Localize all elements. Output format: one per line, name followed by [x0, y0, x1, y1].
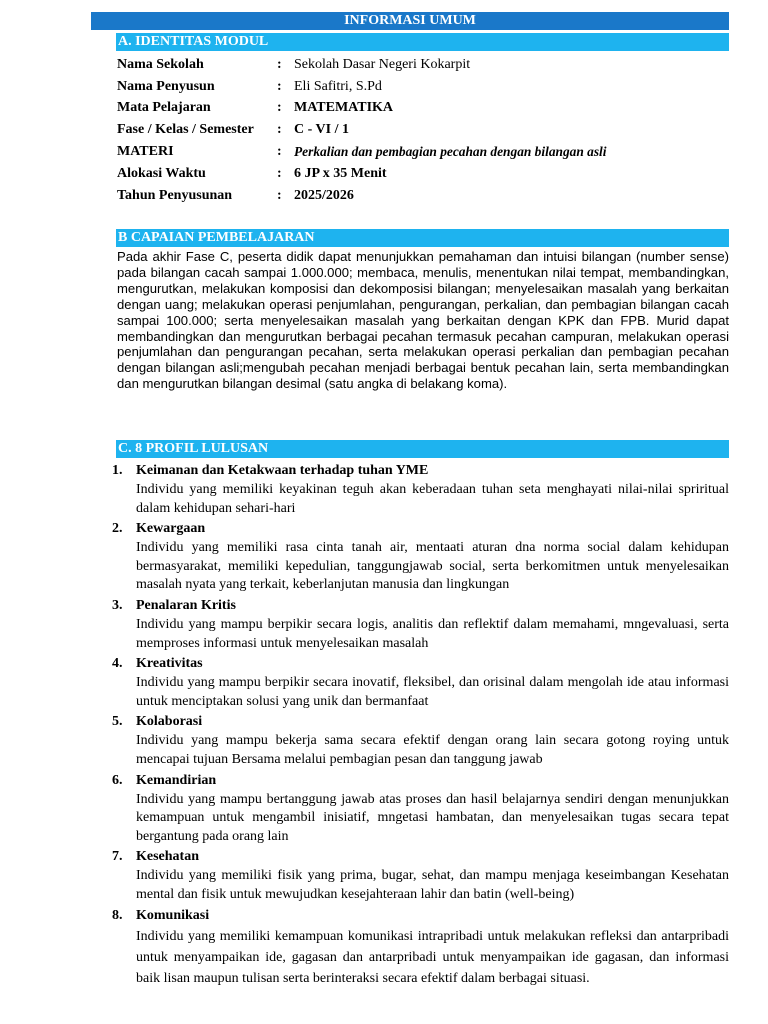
identity-colon: : [277, 56, 282, 72]
profile-description: Individu yang memiliki kemampuan komunikasi intrapribadi untuk melakukan refleksi dan antarpribadi untuk menyampaikan ide, gagasan dan antarpribadi untuk menyampaikan ide gagasan, dan informasi baik lisan maupun tulisan serta berinteraksi secara efektif dalam berbagai situasi. [136, 928, 729, 986]
identity-value: Perkalian dan pembagian pecahan dengan bilangan asli [294, 144, 607, 160]
identity-value: MATEMATIKA [294, 100, 394, 116]
identity-label: MATERI [117, 144, 174, 160]
identity-label: Alokasi Waktu [117, 165, 206, 181]
list-item [112, 595, 729, 653]
profile-title: Penalaran Kritis [136, 597, 236, 613]
list-item [112, 518, 729, 595]
list-number: 8. [112, 907, 123, 923]
graduate-profile-list [112, 460, 729, 989]
identity-label: Nama Sekolah [117, 56, 204, 72]
profile-description: Individu yang mampu bertanggung jawab atas proses dan hasil belajarnya sendiri dengan menunjukkan kemampuan untuk mengambil inisiatif, mngetasi hambatan, dan menyelesaikan tugas secara tepat bergantung pada orang lain [136, 791, 729, 844]
identity-row-year [117, 185, 729, 207]
section-b-heading: B CAPAIAN PEMBELAJARAN [116, 229, 729, 247]
section-c-heading: C. 8 PROFIL LULUSAN [116, 440, 729, 458]
identity-row-material [117, 141, 729, 163]
list-item [112, 846, 729, 904]
identity-value: Sekolah Dasar Negeri Kokarpit [294, 56, 471, 72]
section-a-heading: A. IDENTITAS MODUL [116, 33, 729, 51]
list-item [112, 711, 729, 769]
profile-description: Individu yang memiliki rasa cinta tanah air, mentaati aturan dna norma social dalam kehidupan bermasyarakat, memiliki kepedulian, tanggungjawab social, serta berkomitmen untuk menyelesaikan masalah nyata yang terkait, keberlanjutan manusia dan lingkungan [136, 540, 729, 593]
list-item [112, 905, 729, 990]
identity-label: Tahun Penyusunan [117, 187, 233, 203]
identity-colon: : [277, 78, 282, 94]
identity-row-school [117, 54, 729, 76]
profile-title: Komunikasi [136, 907, 210, 923]
identity-row-subject [117, 98, 729, 120]
identity-row-phase [117, 119, 729, 141]
profile-title: Kesehatan [136, 849, 199, 865]
identity-value: C - VI / 1 [294, 122, 349, 138]
identity-label: Nama Penyusun [117, 78, 215, 94]
profile-title: Keimanan dan Ketakwaan terhadap tuhan YME [136, 463, 429, 478]
identity-label: Fase / Kelas / Semester [117, 122, 254, 138]
list-number: 7. [112, 849, 123, 865]
list-item [112, 770, 729, 847]
identity-label: Mata Pelajaran [117, 100, 211, 116]
profile-description: Individu yang mampu bekerja sama secara efektif dengan orang lain secara gotong roying untuk mencapai tujuan Bersama melalui pembagian pesan dan tanggung jawab [136, 733, 729, 767]
profile-title: Kolaborasi [136, 714, 203, 730]
list-number: 1. [112, 463, 123, 478]
identity-table [117, 54, 729, 207]
identity-colon: : [277, 122, 282, 138]
profile-description: Individu yang mampu berpikir secara logis, analitis dan reflektif dalam memahami, mngevaluasi, serta memproses informasi untuk menyelesaikan masalah [136, 616, 729, 651]
list-number: 3. [112, 597, 123, 613]
list-item [112, 460, 729, 518]
learning-outcomes-text: Pada akhir Fase C, peserta didik dapat menunjukkan pemahaman dan intuisi bilangan (number sense) pada bilangan cacah sampai 1.000.000; membaca, menulis, menentukan nilai tempat, membandingkan, mengurutkan, melakukan komposisi dan dekomposisi bilangan; menyelesaikan masalah yang berkaitan dengan uang; melakukan operasi penjumlahan, pengurangan, perkalian, dan pembagian bilangan cacah sampai 100.000; serta menyelesaikan masalah yang berkaitan dengan KPK dan FPB. Murid dapat membandingkan dan mengurutkan berbagai pecahan termasuk pecahan campuran, melakukan operasi penjumlahan dan pengurangan pecahan, serta melakukan operasi perkalian dan pembagian pecahan dengan bilangan asli;mengubah pecahan menjadi berbagai bentuk pecahan lain, serta membandingkan dan mengurutkan bilangan desimal (satu angka di belakang koma). [117, 249, 729, 392]
identity-row-time [117, 163, 729, 185]
list-number: 6. [112, 772, 123, 788]
page-title: INFORMASI UMUM [91, 12, 729, 30]
identity-colon: : [277, 165, 282, 181]
identity-colon: : [277, 144, 282, 160]
list-number: 2. [112, 521, 123, 537]
profile-description: Individu yang memiliki fisik yang prima, bugar, sehat, dan mampu menjaga keseimbangan Kesehatan mental dan fisik untuk mewujudkan kesejahteraan lahir dan batin (well-being) [136, 868, 729, 902]
list-item [112, 653, 729, 711]
profile-description: Individu yang mampu berpikir secara inovatif, fleksibel, dan orisinal dalam mengolah ide atau informasi untuk menciptakan solusi yang unik dan bermanfaat [136, 675, 729, 709]
identity-row-author [117, 76, 729, 98]
identity-value: 6 JP x 35 Menit [294, 165, 387, 181]
profile-title: Kemandirian [136, 772, 217, 788]
identity-colon: : [277, 100, 282, 116]
profile-description: Individu yang memiliki keyakinan teguh akan keberadaan tuhan seta menghayati nilai-nilai spriritual dalam kehidupan sehari-hari [136, 482, 729, 516]
identity-value: Eli Safitri, S.Pd [294, 78, 382, 94]
list-number: 5. [112, 714, 123, 730]
profile-title: Kreativitas [136, 656, 203, 672]
list-number: 4. [112, 656, 123, 672]
identity-colon: : [277, 187, 282, 203]
profile-title: Kewargaan [136, 521, 206, 537]
identity-value: 2025/2026 [294, 187, 354, 203]
